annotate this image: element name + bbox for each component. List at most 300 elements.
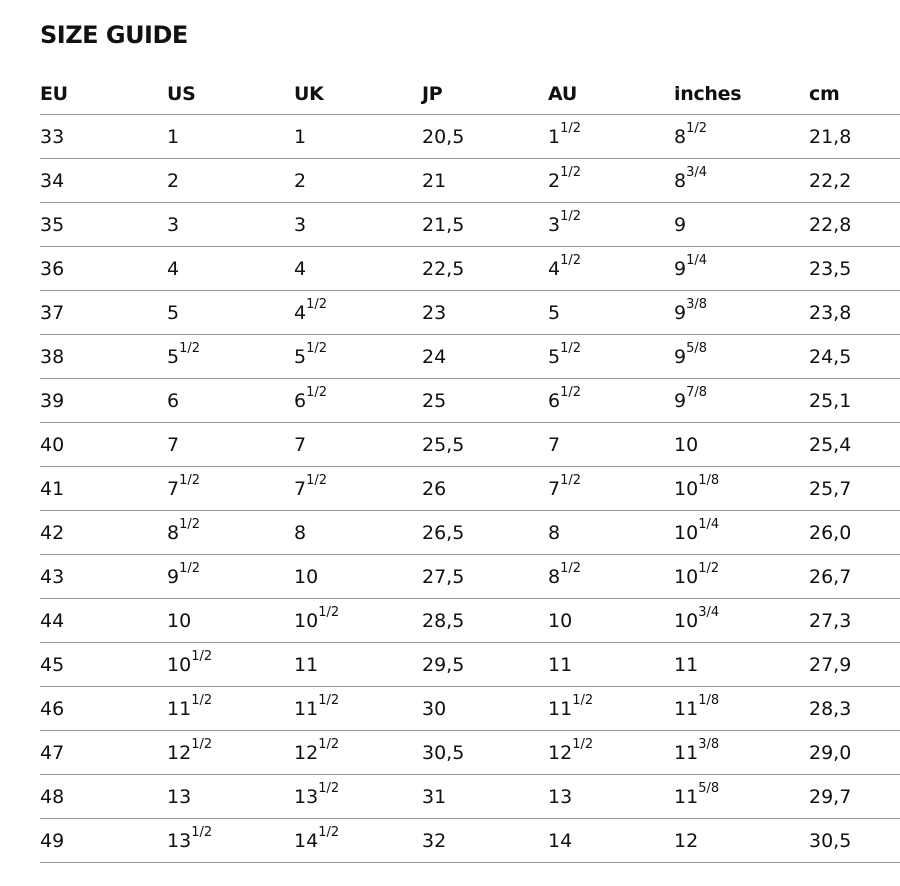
cell-eu [40, 423, 167, 467]
cell-fraction: 1/2 [560, 473, 582, 489]
cell-cm [809, 467, 900, 511]
cell-fraction: 1/2 [572, 737, 594, 753]
cell-jp [422, 819, 548, 863]
cell-value: 24 [422, 345, 447, 368]
cell-value: 35 [40, 213, 65, 236]
cell-value: 20,5 [422, 125, 465, 148]
cell-value: 13 [167, 785, 192, 808]
cell-us [167, 423, 294, 467]
cell-value: 39 [40, 389, 65, 412]
cell-value: 10 [674, 521, 699, 544]
cell-value: 4 [548, 257, 561, 280]
cell-us [167, 115, 294, 159]
cell-value: 12 [294, 741, 319, 764]
cell-au [548, 819, 674, 863]
table-row [40, 203, 900, 247]
cell-value: 11 [548, 697, 573, 720]
cell-value: 4 [167, 257, 180, 280]
cell-value: 7 [548, 477, 561, 500]
cell-value: 36 [40, 257, 65, 280]
cell-jp [422, 291, 548, 335]
cell-inches [674, 731, 809, 775]
cell-value: 26,0 [809, 521, 852, 544]
cell-uk [294, 643, 422, 687]
cell-value: 3 [167, 213, 180, 236]
cell-value: 48 [40, 785, 65, 808]
cell-value: 27,3 [809, 609, 852, 632]
cell-fraction: 1/2 [318, 693, 340, 709]
cell-uk [294, 379, 422, 423]
table-row [40, 819, 900, 863]
cell-value: 25,1 [809, 389, 852, 412]
cell-fraction: 1/2 [306, 385, 328, 401]
cell-eu [40, 643, 167, 687]
page-title: SIZE GUIDE [40, 21, 188, 49]
cell-us [167, 159, 294, 203]
cell-fraction: 1/2 [560, 121, 582, 137]
cell-eu [40, 687, 167, 731]
cell-inches [674, 115, 809, 159]
cell-fraction: 1/2 [318, 781, 340, 797]
cell-value: 34 [40, 169, 65, 192]
cell-inches [674, 379, 809, 423]
cell-jp [422, 335, 548, 379]
cell-value: 40 [40, 433, 65, 456]
cell-fraction: 1/2 [572, 693, 594, 709]
cell-value: 2 [167, 169, 180, 192]
cell-value: 5 [548, 345, 561, 368]
cell-au [548, 335, 674, 379]
cell-value: 9 [674, 345, 687, 368]
cell-eu [40, 115, 167, 159]
cell-au [548, 379, 674, 423]
cell-fraction: 1/2 [306, 341, 328, 357]
cell-inches [674, 599, 809, 643]
cell-uk [294, 731, 422, 775]
cell-au [548, 247, 674, 291]
cell-fraction: 1/4 [686, 253, 708, 269]
cell-value: 10 [548, 609, 573, 632]
cell-eu [40, 599, 167, 643]
cell-value: 22,2 [809, 169, 852, 192]
cell-cm [809, 687, 900, 731]
cell-value: 21,8 [809, 125, 852, 148]
cell-value: 27,9 [809, 653, 852, 676]
cell-fraction: 1/2 [560, 253, 582, 269]
cell-value: 5 [167, 301, 180, 324]
table-row [40, 643, 900, 687]
cell-value: 14 [548, 829, 573, 852]
cell-uk [294, 599, 422, 643]
table-row [40, 291, 900, 335]
cell-us [167, 467, 294, 511]
cell-value: 5 [548, 301, 561, 324]
cell-value: 41 [40, 477, 65, 500]
cell-fraction: 1/2 [179, 341, 201, 357]
cell-value: 6 [548, 389, 561, 412]
cell-au [548, 599, 674, 643]
cell-fraction: 1/2 [179, 473, 201, 489]
cell-value: 8 [674, 169, 687, 192]
cell-us [167, 819, 294, 863]
cell-fraction: 1/2 [560, 209, 582, 225]
cell-value: 46 [40, 697, 65, 720]
cell-fraction: 3/4 [698, 605, 720, 621]
cell-uk [294, 687, 422, 731]
table-row [40, 247, 900, 291]
cell-value: 22,5 [422, 257, 465, 280]
cell-cm [809, 379, 900, 423]
cell-value: 10 [294, 609, 319, 632]
cell-value: 12 [167, 741, 192, 764]
cell-value: 13 [548, 785, 573, 808]
cell-value: 9 [674, 213, 687, 236]
cell-uk [294, 467, 422, 511]
cell-us [167, 643, 294, 687]
cell-jp [422, 115, 548, 159]
cell-fraction: 1/2 [191, 825, 213, 841]
cell-us [167, 687, 294, 731]
cell-us [167, 599, 294, 643]
cell-uk [294, 555, 422, 599]
cell-fraction: 1/8 [698, 473, 720, 489]
cell-uk [294, 247, 422, 291]
cell-fraction: 1/2 [318, 825, 340, 841]
cell-value: 12 [674, 829, 699, 852]
cell-us [167, 291, 294, 335]
cell-value: 10 [674, 565, 699, 588]
cell-value: 33 [40, 125, 65, 148]
table-row [40, 379, 900, 423]
cell-fraction: 1/2 [560, 165, 582, 181]
cell-value: 11 [674, 785, 699, 808]
cell-au [548, 555, 674, 599]
cell-fraction: 1/2 [560, 385, 582, 401]
cell-value: 21 [422, 169, 447, 192]
cell-eu [40, 467, 167, 511]
cell-inches [674, 511, 809, 555]
cell-fraction: 1/2 [560, 341, 582, 357]
cell-cm [809, 423, 900, 467]
cell-value: 5 [167, 345, 180, 368]
cell-inches [674, 555, 809, 599]
cell-value: 38 [40, 345, 65, 368]
column-header-au: AU [548, 74, 674, 115]
cell-fraction: 3/8 [686, 297, 708, 313]
cell-value: 12 [548, 741, 573, 764]
cell-value: 30 [422, 697, 447, 720]
cell-cm [809, 335, 900, 379]
cell-jp [422, 555, 548, 599]
cell-cm [809, 599, 900, 643]
cell-fraction: 1/2 [560, 561, 582, 577]
cell-value: 47 [40, 741, 65, 764]
cell-value: 7 [167, 477, 180, 500]
cell-au [548, 159, 674, 203]
cell-cm [809, 291, 900, 335]
table-row [40, 115, 900, 159]
cell-uk [294, 511, 422, 555]
cell-value: 45 [40, 653, 65, 676]
cell-value: 42 [40, 521, 65, 544]
cell-cm [809, 731, 900, 775]
cell-au [548, 115, 674, 159]
cell-us [167, 555, 294, 599]
cell-fraction: 1/2 [191, 649, 213, 665]
cell-us [167, 775, 294, 819]
cell-au [548, 511, 674, 555]
cell-value: 23,5 [809, 257, 852, 280]
cell-value: 26,5 [422, 521, 465, 544]
cell-value: 10 [294, 565, 319, 588]
cell-value: 10 [167, 609, 192, 632]
cell-uk [294, 335, 422, 379]
cell-value: 3 [548, 213, 561, 236]
cell-value: 6 [294, 389, 307, 412]
cell-value: 9 [674, 257, 687, 280]
size-guide-table [40, 74, 900, 863]
cell-inches [674, 291, 809, 335]
cell-uk [294, 775, 422, 819]
cell-us [167, 203, 294, 247]
cell-cm [809, 775, 900, 819]
cell-cm [809, 819, 900, 863]
cell-value: 9 [674, 389, 687, 412]
cell-value: 4 [294, 257, 307, 280]
cell-value: 25 [422, 389, 447, 412]
cell-inches [674, 335, 809, 379]
cell-value: 1 [167, 125, 180, 148]
cell-jp [422, 467, 548, 511]
cell-eu [40, 555, 167, 599]
cell-value: 11 [674, 697, 699, 720]
cell-eu [40, 819, 167, 863]
cell-eu [40, 291, 167, 335]
cell-uk [294, 203, 422, 247]
cell-value: 6 [167, 389, 180, 412]
cell-value: 29,7 [809, 785, 852, 808]
cell-au [548, 731, 674, 775]
cell-au [548, 467, 674, 511]
cell-value: 30,5 [422, 741, 465, 764]
cell-inches [674, 247, 809, 291]
cell-value: 26,7 [809, 565, 852, 588]
cell-eu [40, 731, 167, 775]
cell-value: 8 [674, 125, 687, 148]
cell-us [167, 247, 294, 291]
table-row [40, 423, 900, 467]
cell-value: 27,5 [422, 565, 465, 588]
cell-us [167, 511, 294, 555]
cell-fraction: 1/8 [698, 693, 720, 709]
table-row [40, 511, 900, 555]
cell-fraction: 1/2 [306, 473, 328, 489]
cell-fraction: 1/2 [686, 121, 708, 137]
cell-jp [422, 775, 548, 819]
table-row [40, 775, 900, 819]
cell-au [548, 687, 674, 731]
cell-fraction: 1/2 [179, 517, 201, 533]
cell-fraction: 1/2 [191, 693, 213, 709]
cell-value: 14 [294, 829, 319, 852]
cell-value: 10 [674, 433, 699, 456]
cell-eu [40, 159, 167, 203]
column-header-uk: UK [294, 74, 422, 115]
cell-value: 8 [548, 521, 561, 544]
cell-value: 28,5 [422, 609, 465, 632]
cell-fraction: 1/2 [306, 297, 328, 313]
cell-eu [40, 379, 167, 423]
cell-eu [40, 775, 167, 819]
cell-uk [294, 291, 422, 335]
cell-fraction: 5/8 [686, 341, 708, 357]
table-row [40, 599, 900, 643]
cell-value: 23 [422, 301, 447, 324]
cell-value: 43 [40, 565, 65, 588]
cell-value: 25,4 [809, 433, 852, 456]
cell-jp [422, 247, 548, 291]
cell-jp [422, 423, 548, 467]
cell-eu [40, 335, 167, 379]
cell-value: 13 [167, 829, 192, 852]
cell-value: 21,5 [422, 213, 465, 236]
cell-value: 11 [548, 653, 573, 676]
cell-value: 24,5 [809, 345, 852, 368]
column-header-eu: EU [40, 74, 167, 115]
table-row [40, 555, 900, 599]
table-header [40, 74, 900, 115]
cell-cm [809, 203, 900, 247]
cell-value: 8 [294, 521, 307, 544]
cell-jp [422, 203, 548, 247]
cell-value: 26 [422, 477, 447, 500]
cell-inches [674, 467, 809, 511]
cell-value: 9 [674, 301, 687, 324]
cell-value: 37 [40, 301, 65, 324]
cell-value: 31 [422, 785, 447, 808]
cell-value: 28,3 [809, 697, 852, 720]
cell-fraction: 3/4 [686, 165, 708, 181]
cell-au [548, 203, 674, 247]
cell-value: 8 [167, 521, 180, 544]
cell-jp [422, 599, 548, 643]
cell-value: 10 [674, 477, 699, 500]
cell-eu [40, 511, 167, 555]
cell-value: 23,8 [809, 301, 852, 324]
cell-au [548, 775, 674, 819]
table-row [40, 159, 900, 203]
cell-fraction: 1/2 [318, 605, 340, 621]
cell-value: 5 [294, 345, 307, 368]
cell-value: 25,7 [809, 477, 852, 500]
column-header-inches: inches [674, 74, 809, 115]
cell-value: 32 [422, 829, 447, 852]
header-row [40, 74, 900, 115]
cell-cm [809, 247, 900, 291]
cell-fraction: 5/8 [698, 781, 720, 797]
table-body [40, 115, 900, 863]
column-header-us: US [167, 74, 294, 115]
cell-value: 7 [548, 433, 561, 456]
cell-au [548, 423, 674, 467]
cell-jp [422, 379, 548, 423]
cell-cm [809, 159, 900, 203]
cell-jp [422, 643, 548, 687]
cell-value: 1 [294, 125, 307, 148]
cell-value: 7 [167, 433, 180, 456]
cell-fraction: 1/2 [179, 561, 201, 577]
cell-cm [809, 643, 900, 687]
column-header-cm: cm [809, 74, 900, 115]
cell-value: 7 [294, 433, 307, 456]
cell-inches [674, 423, 809, 467]
cell-value: 4 [294, 301, 307, 324]
cell-eu [40, 203, 167, 247]
cell-value: 1 [548, 125, 561, 148]
cell-inches [674, 687, 809, 731]
cell-value: 22,8 [809, 213, 852, 236]
cell-us [167, 379, 294, 423]
cell-inches [674, 819, 809, 863]
table-row [40, 687, 900, 731]
cell-uk [294, 159, 422, 203]
cell-value: 11 [674, 741, 699, 764]
cell-value: 11 [294, 653, 319, 676]
cell-value: 25,5 [422, 433, 465, 456]
cell-eu [40, 247, 167, 291]
cell-value: 49 [40, 829, 65, 852]
cell-inches [674, 643, 809, 687]
cell-value: 8 [548, 565, 561, 588]
cell-value: 3 [294, 213, 307, 236]
cell-jp [422, 687, 548, 731]
cell-fraction: 7/8 [686, 385, 708, 401]
cell-us [167, 335, 294, 379]
cell-us [167, 731, 294, 775]
cell-value: 11 [167, 697, 192, 720]
cell-inches [674, 203, 809, 247]
table-row [40, 335, 900, 379]
cell-value: 44 [40, 609, 65, 632]
cell-uk [294, 115, 422, 159]
cell-value: 2 [294, 169, 307, 192]
cell-jp [422, 731, 548, 775]
cell-value: 13 [294, 785, 319, 808]
cell-au [548, 643, 674, 687]
cell-fraction: 1/4 [698, 517, 720, 533]
table-row [40, 731, 900, 775]
cell-fraction: 3/8 [698, 737, 720, 753]
cell-fraction: 1/2 [698, 561, 720, 577]
cell-value: 9 [167, 565, 180, 588]
cell-cm [809, 511, 900, 555]
cell-value: 10 [167, 653, 192, 676]
cell-uk [294, 423, 422, 467]
cell-value: 30,5 [809, 829, 852, 852]
cell-fraction: 1/2 [318, 737, 340, 753]
cell-inches [674, 775, 809, 819]
table-row [40, 467, 900, 511]
cell-fraction: 1/2 [191, 737, 213, 753]
cell-uk [294, 819, 422, 863]
cell-au [548, 291, 674, 335]
cell-value: 29,0 [809, 741, 852, 764]
cell-jp [422, 159, 548, 203]
cell-cm [809, 555, 900, 599]
column-header-jp: JP [422, 74, 548, 115]
cell-value: 10 [674, 609, 699, 632]
cell-cm [809, 115, 900, 159]
